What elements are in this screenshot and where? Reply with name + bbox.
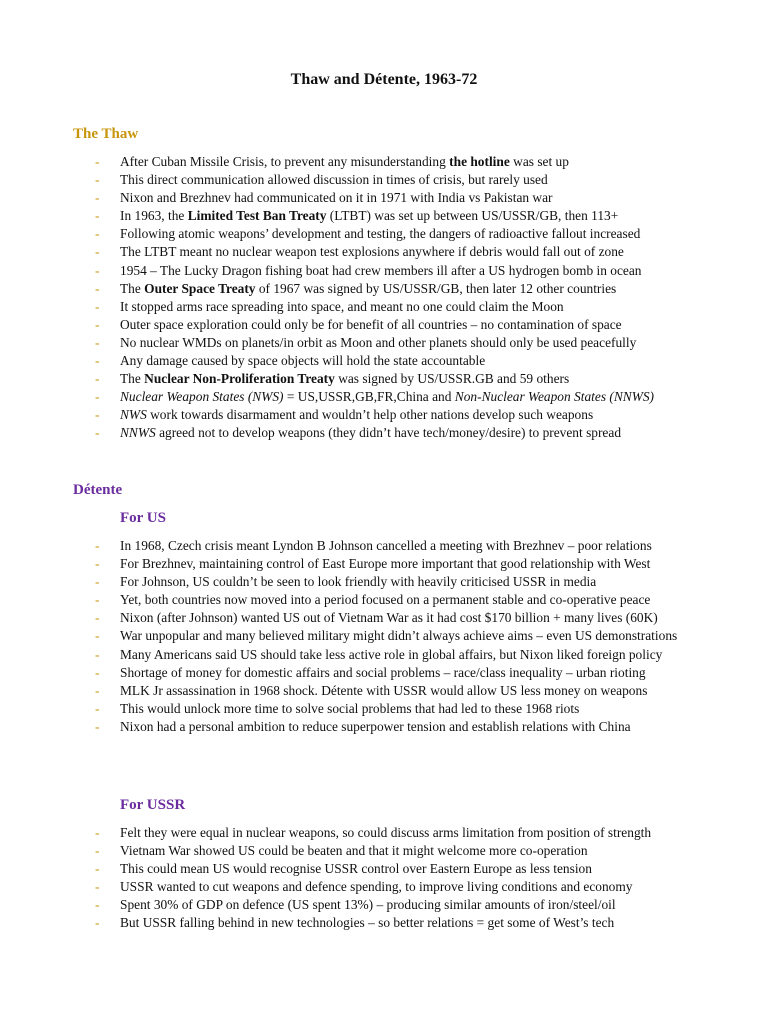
text-run: After Cuban Missile Crisis, to prevent any misunderstanding [120, 154, 450, 169]
bullet-marker: - [95, 682, 100, 698]
text-run: Nixon had a personal ambition to reduce superpower tension and establish relations with China [120, 718, 631, 734]
text-run: agreed not to develop weapons (they didn’t have tech/money/desire) to prevent spread [155, 425, 622, 441]
text-run: The [120, 371, 145, 387]
bold-term: Outer Space Treaty [144, 280, 256, 296]
text-run: This would unlock more time to solve social problems that had led to these 1968 riots [120, 700, 580, 716]
text-run: 1954 – The Lucky Dragon fishing boat had crew members ill after a US hydrogen bomb in ocean [120, 262, 642, 278]
list-item [0, 878, 700, 896]
text-run: Any damage caused by space objects will hold the state accountable [120, 353, 486, 369]
italic-term: NNWS [120, 425, 156, 441]
bold-term: Limited Test Ban Treaty [187, 208, 327, 224]
text-run: (LTBT) was set up between US/USSR/GB, then 113+ [326, 208, 619, 224]
list-item [0, 824, 700, 842]
text-run: was set up [509, 154, 569, 169]
italic-term: Non-Nuclear Weapon States (NNWS) [454, 389, 655, 405]
text-run: Vietnam War showed US could be beaten and that it might welcome more co-operation [120, 843, 588, 859]
list-item-text [120, 860, 700, 878]
text-run: This could mean US would recognise USSR control over Eastern Europe as less tension [120, 861, 592, 877]
list-item-text [120, 555, 700, 573]
list-item-text [120, 424, 700, 442]
list-item [0, 700, 700, 718]
text-run: = US,USSR,GB,FR,China and [283, 389, 455, 405]
list-item [0, 842, 700, 860]
bullet-marker: - [95, 262, 100, 278]
bullet-marker: - [95, 825, 100, 840]
bullet-marker: - [95, 226, 100, 242]
section-heading-detente: Détente [73, 482, 123, 498]
list-item [0, 171, 700, 189]
list-item-text [120, 280, 700, 298]
list-item-text [120, 316, 700, 334]
text-run: was signed by US/USSR.GB and 59 others [334, 371, 570, 387]
list-item-text [120, 189, 700, 207]
list-item-text [120, 609, 700, 627]
bullet-marker: - [95, 610, 100, 626]
list-item [0, 664, 700, 682]
list-item-text [120, 243, 700, 261]
list-item [0, 298, 700, 316]
text-run: Many Americans said US should take less active role in global affairs, but Nixon liked foreign policy [120, 646, 663, 662]
text-run: The [120, 280, 145, 296]
list-item [0, 207, 700, 225]
list-item-text [120, 370, 700, 388]
list-item-text [120, 298, 700, 316]
bullet-marker: - [95, 646, 100, 662]
bullet-marker: - [95, 556, 100, 572]
text-run: Felt they were equal in nuclear weapons, so could discuss arms limitation from position of strength [120, 825, 652, 840]
bullet-marker: - [95, 298, 100, 314]
bullet-marker: - [95, 915, 100, 931]
list-item-text [120, 171, 700, 189]
italic-term: NWS [120, 407, 147, 423]
bullet-marker: - [95, 574, 100, 590]
list-item-text [120, 262, 700, 280]
list-item [0, 555, 700, 573]
list-item [0, 316, 700, 334]
bullet-marker: - [95, 172, 100, 188]
list-item-text [120, 207, 700, 225]
thaw-bullet-list [0, 153, 700, 443]
list-item [0, 914, 700, 932]
for-ussr-bullet-list [0, 824, 700, 933]
section-heading-thaw: The Thaw [73, 126, 139, 142]
text-run: This direct communication allowed discussion in times of crisis, but rarely used [120, 172, 548, 188]
page-title: Thaw and Détente, 1963-72 [290, 71, 478, 88]
list-item-text [120, 842, 700, 860]
text-run: Nixon (after Johnson) wanted US out of Vietnam War as it had cost $170 billion + many lives (60K) [120, 610, 658, 626]
text-run: Spent 30% of GDP on defence (US spent 13%) – producing similar amounts of iron/steel/oil [120, 897, 616, 913]
bullet-marker: - [95, 879, 100, 895]
text-run: The LTBT meant no nuclear weapon test explosions anywhere if debris would fall out of zone [120, 244, 624, 260]
bullet-marker: - [95, 371, 100, 387]
list-item-text [120, 700, 700, 718]
bullet-marker: - [95, 208, 100, 224]
list-item-text [120, 537, 700, 555]
text-run: In 1963, the [120, 208, 188, 224]
text-run: No nuclear WMDs on planets/in orbit as Moon and other planets should only be used peacefully [120, 334, 637, 350]
list-item [0, 627, 700, 645]
text-run: Nixon and Brezhnev had communicated on it in 1971 with India vs Pakistan war [120, 190, 553, 206]
bullet-marker: - [95, 538, 100, 553]
text-run: In 1968, Czech crisis meant Lyndon B Johnson cancelled a meeting with Brezhnev – poor relations [120, 538, 652, 553]
list-item-text [120, 718, 700, 736]
list-item [0, 860, 700, 878]
bullet-marker: - [95, 353, 100, 369]
bullet-marker: - [95, 280, 100, 296]
subheading-for-us: For US [120, 510, 166, 526]
bullet-marker: - [95, 700, 100, 716]
list-item-text [120, 153, 700, 171]
list-item-text [120, 896, 700, 914]
text-run: USSR wanted to cut weapons and defence spending, to improve living conditions and economy [120, 879, 633, 895]
list-item-text [120, 914, 700, 932]
bullet-marker: - [95, 316, 100, 332]
list-item [0, 609, 700, 627]
list-item [0, 352, 700, 370]
text-run: of 1967 was signed by US/USSR/GB, then later 12 other countries [255, 280, 617, 296]
text-run: Yet, both countries now moved into a period focused on a permanent stable and co-operative peace [120, 592, 651, 608]
text-run: Outer space exploration could only be for benefit of all countries – no contamination of space [120, 316, 622, 332]
list-item [0, 424, 700, 442]
list-item [0, 406, 700, 424]
bullet-marker: - [95, 843, 100, 859]
for-us-bullet-list [0, 537, 700, 736]
list-item-text [120, 406, 700, 424]
list-item-text [120, 627, 700, 645]
text-run: It stopped arms race spreading into space, and meant no one could claim the Moon [120, 298, 564, 314]
list-item-text [120, 682, 700, 700]
list-item [0, 718, 700, 736]
bullet-marker: - [95, 334, 100, 350]
subheading-for-ussr: For USSR [120, 797, 186, 813]
bullet-marker: - [95, 389, 100, 405]
list-item-text [120, 225, 700, 243]
bullet-marker: - [95, 861, 100, 877]
list-item [0, 388, 700, 406]
italic-term: Nuclear Weapon States (NWS) [120, 389, 284, 405]
list-item [0, 189, 700, 207]
text-run: Shortage of money for domestic affairs and social problems – race/class inequality – urban rioting [120, 664, 646, 680]
list-item-text [120, 591, 700, 609]
bullet-marker: - [95, 897, 100, 913]
text-run: work towards disarmament and wouldn’t help other nations develop such weapons [146, 407, 594, 423]
list-item [0, 896, 700, 914]
list-item [0, 537, 700, 555]
list-item-text [120, 334, 700, 352]
list-item [0, 225, 700, 243]
bullet-marker: - [95, 718, 100, 734]
list-item [0, 682, 700, 700]
text-run: MLK Jr assassination in 1968 shock. Détente with USSR would allow US less money on weapons [120, 682, 648, 698]
list-item-text [120, 388, 700, 406]
bullet-marker: - [95, 154, 100, 169]
bullet-marker: - [95, 425, 100, 441]
bullet-marker: - [95, 664, 100, 680]
text-run: Following atomic weapons’ development and testing, the dangers of radioactive fallout increased [120, 226, 641, 242]
bullet-marker: - [95, 628, 100, 644]
list-item-text [120, 824, 700, 842]
text-run: But USSR falling behind in new technologies – so better relations = get some of West’s tech [120, 915, 615, 931]
bullet-marker: - [95, 244, 100, 260]
list-item-text [120, 573, 700, 591]
list-item [0, 646, 700, 664]
bullet-marker: - [95, 190, 100, 206]
bullet-marker: - [95, 407, 100, 423]
list-item [0, 262, 700, 280]
list-item [0, 153, 700, 171]
list-item-text [120, 646, 700, 664]
list-item [0, 280, 700, 298]
list-item-text [120, 352, 700, 370]
bold-term: Nuclear Non-Proliferation Treaty [144, 371, 335, 387]
list-item-text [120, 664, 700, 682]
list-item [0, 370, 700, 388]
list-item [0, 591, 700, 609]
text-run: War unpopular and many believed military might didn’t always achieve aims – even US demonstrations [120, 628, 678, 644]
bullet-marker: - [95, 592, 100, 608]
list-item [0, 573, 700, 591]
bold-term: the hotline [449, 154, 510, 169]
list-item [0, 334, 700, 352]
list-item-text [120, 878, 700, 896]
list-item [0, 243, 700, 261]
text-run: For Johnson, US couldn’t be seen to look friendly with heavily criticised USSR in media [120, 574, 597, 590]
text-run: For Brezhnev, maintaining control of East Europe more important that good relationship with West [120, 556, 651, 572]
